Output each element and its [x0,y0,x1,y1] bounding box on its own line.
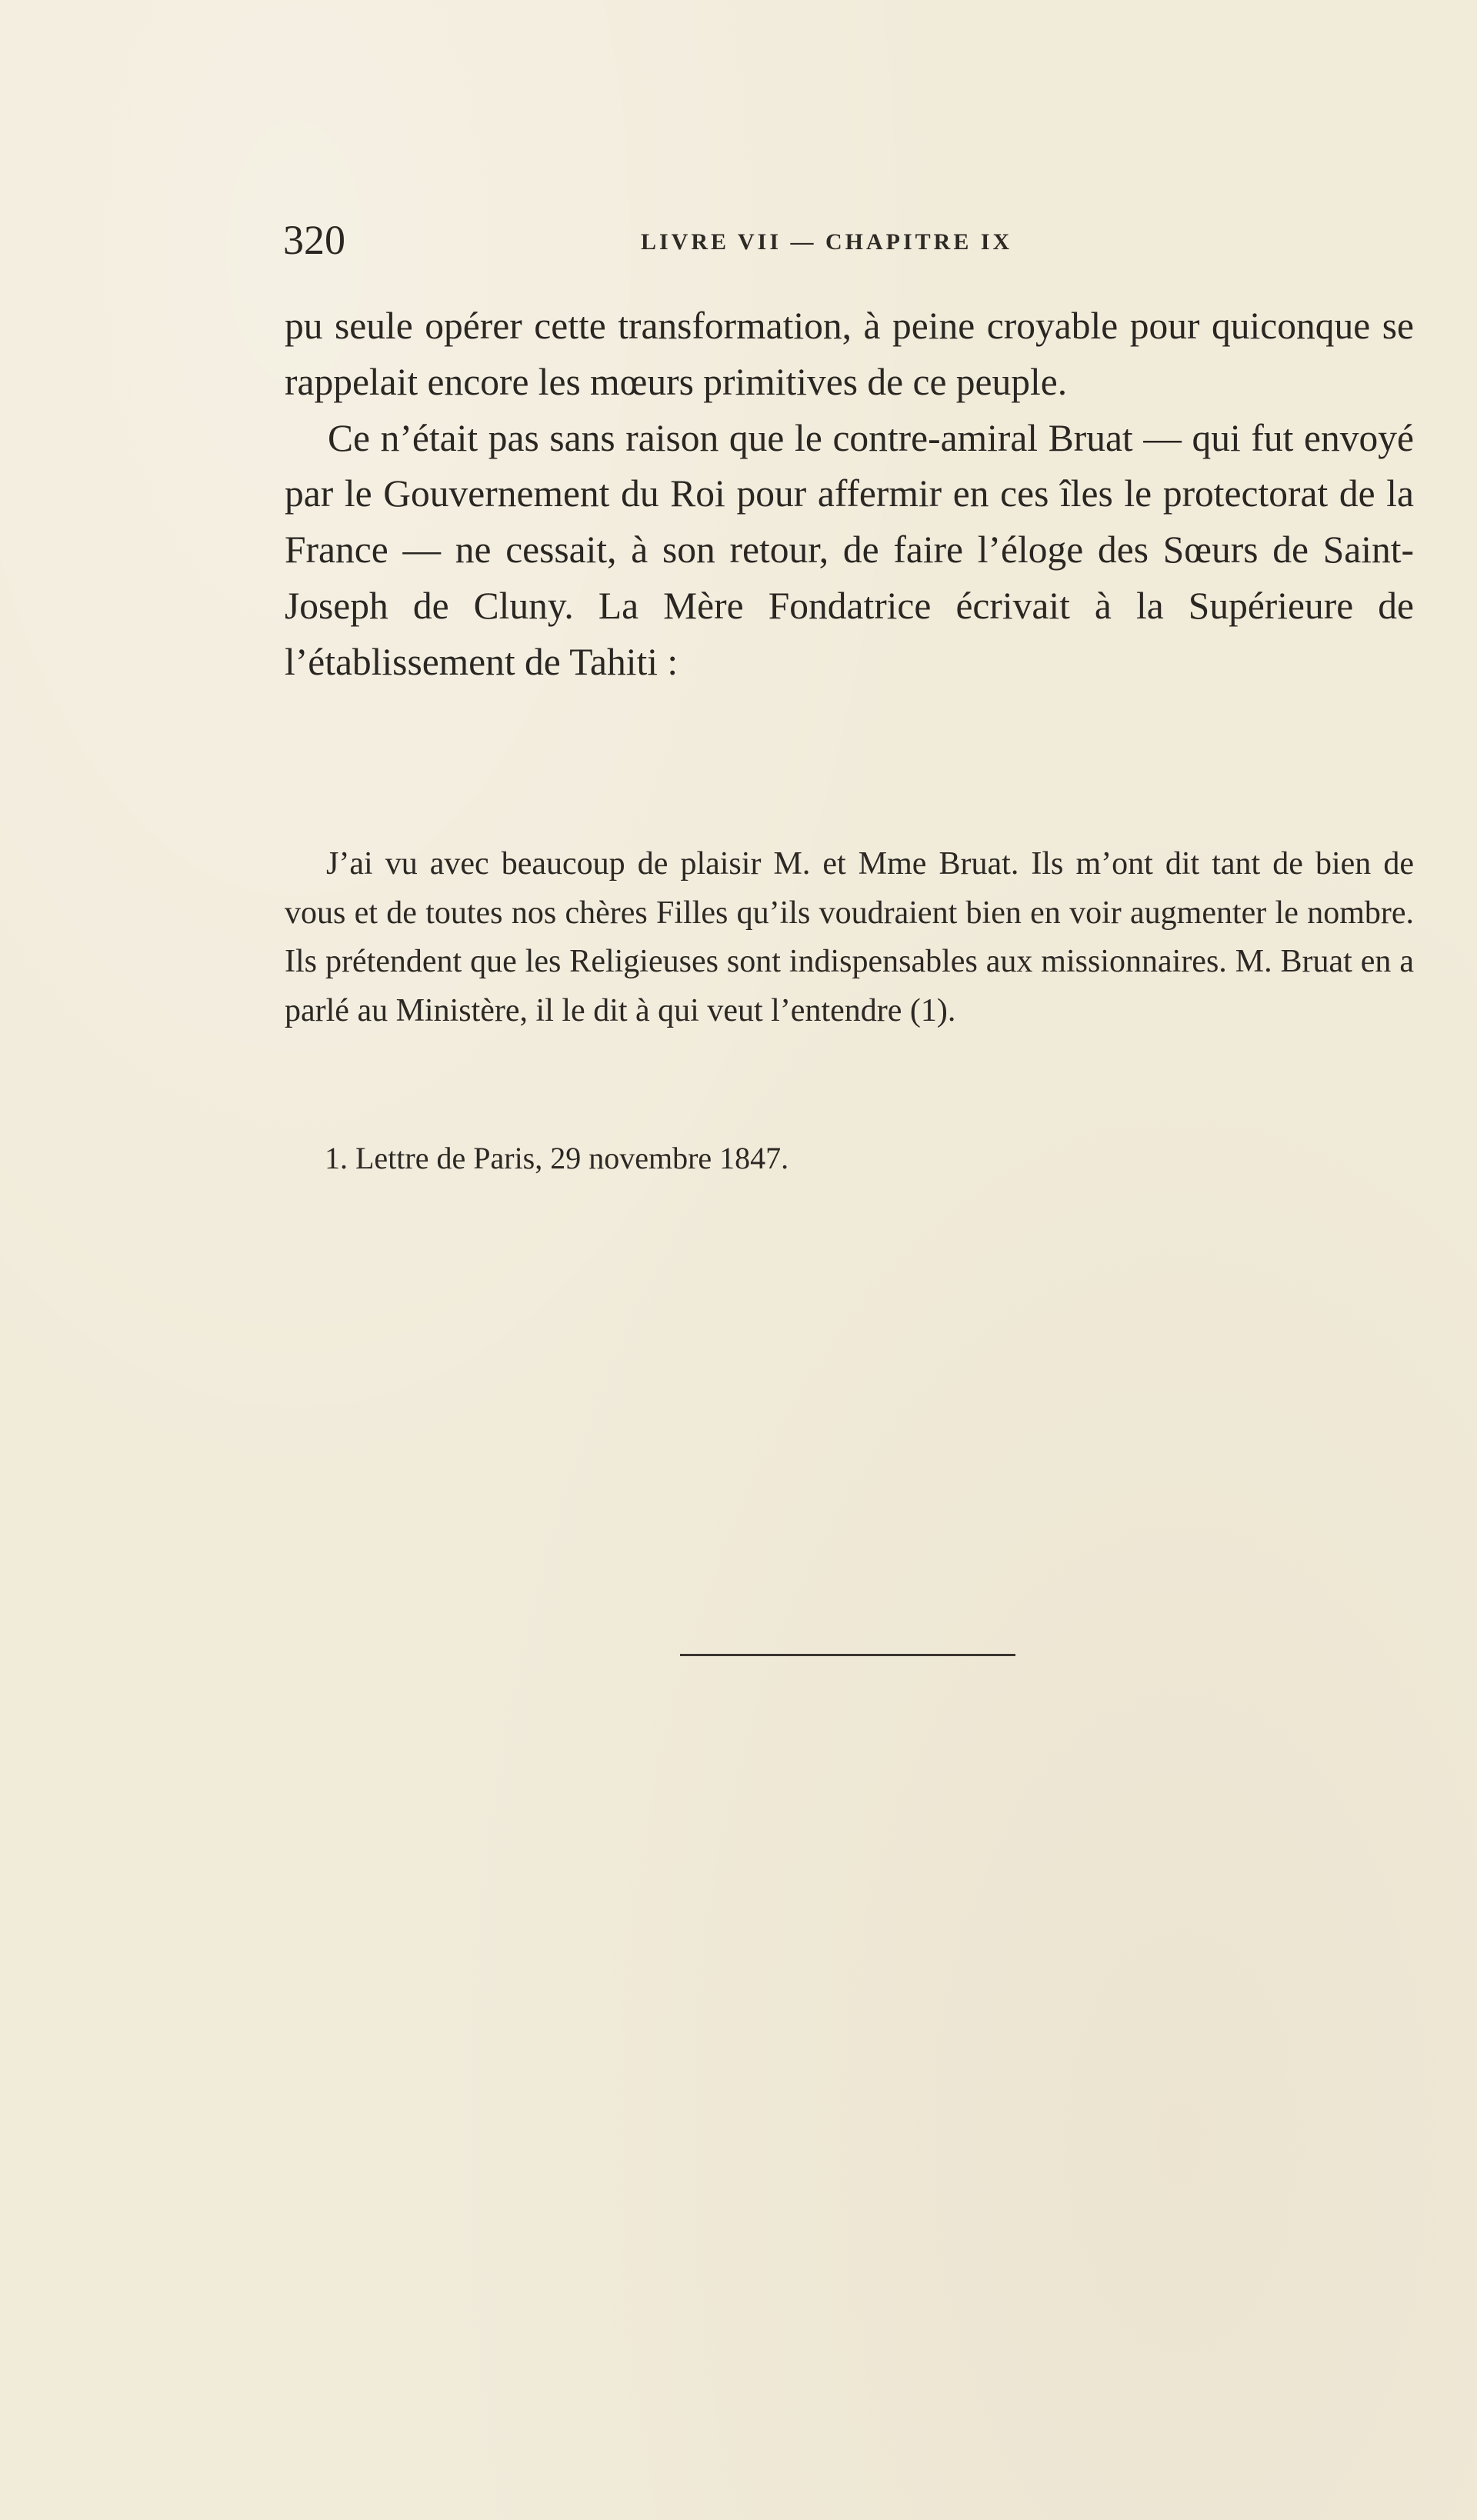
main-text [285,298,1414,691]
footnote: 1. Lettre de Paris, 29 novembre 1847. [325,1141,789,1175]
end-rule [680,1654,1015,1656]
quoted-letter [285,840,1414,1035]
page-header [283,217,1414,263]
paragraph-bruat: Ce n’était pas sans raison que le contre-amiral Bruat — qui fut envoyé par le Gouvernement du Roi pour affermir en ces îles le protectorat de la France — ne cessait, à son retour, de faire l’éloge des Sœurs de Saint-Joseph de Cluny. La Mère Fondatrice écrivait à la Supérieure de l’établissement de Tahiti : [285,416,1414,683]
page-number: 320 [283,217,345,263]
quoted-letter-text: J’ai vu avec beaucoup de plaisir M. et Mme Bruat. Ils m’ont dit tant de bien de vous et de toutes nos chères Filles qu’ils voudraient bien en voir augmenter le nombre. Ils prétendent que les Religieuses sont indispensables aux missionnaires. M. Bruat en a parlé au Ministère, il le dit à qui veut l’entendre (1). [285,846,1414,1028]
running-head: LIVRE VII — CHAPITRE IX [641,229,1013,255]
paragraph-continuation: pu seule opérer cette transformation, à peine croyable pour quiconque se rappelait encore les mœurs primitives de ce peuple. [285,305,1414,403]
